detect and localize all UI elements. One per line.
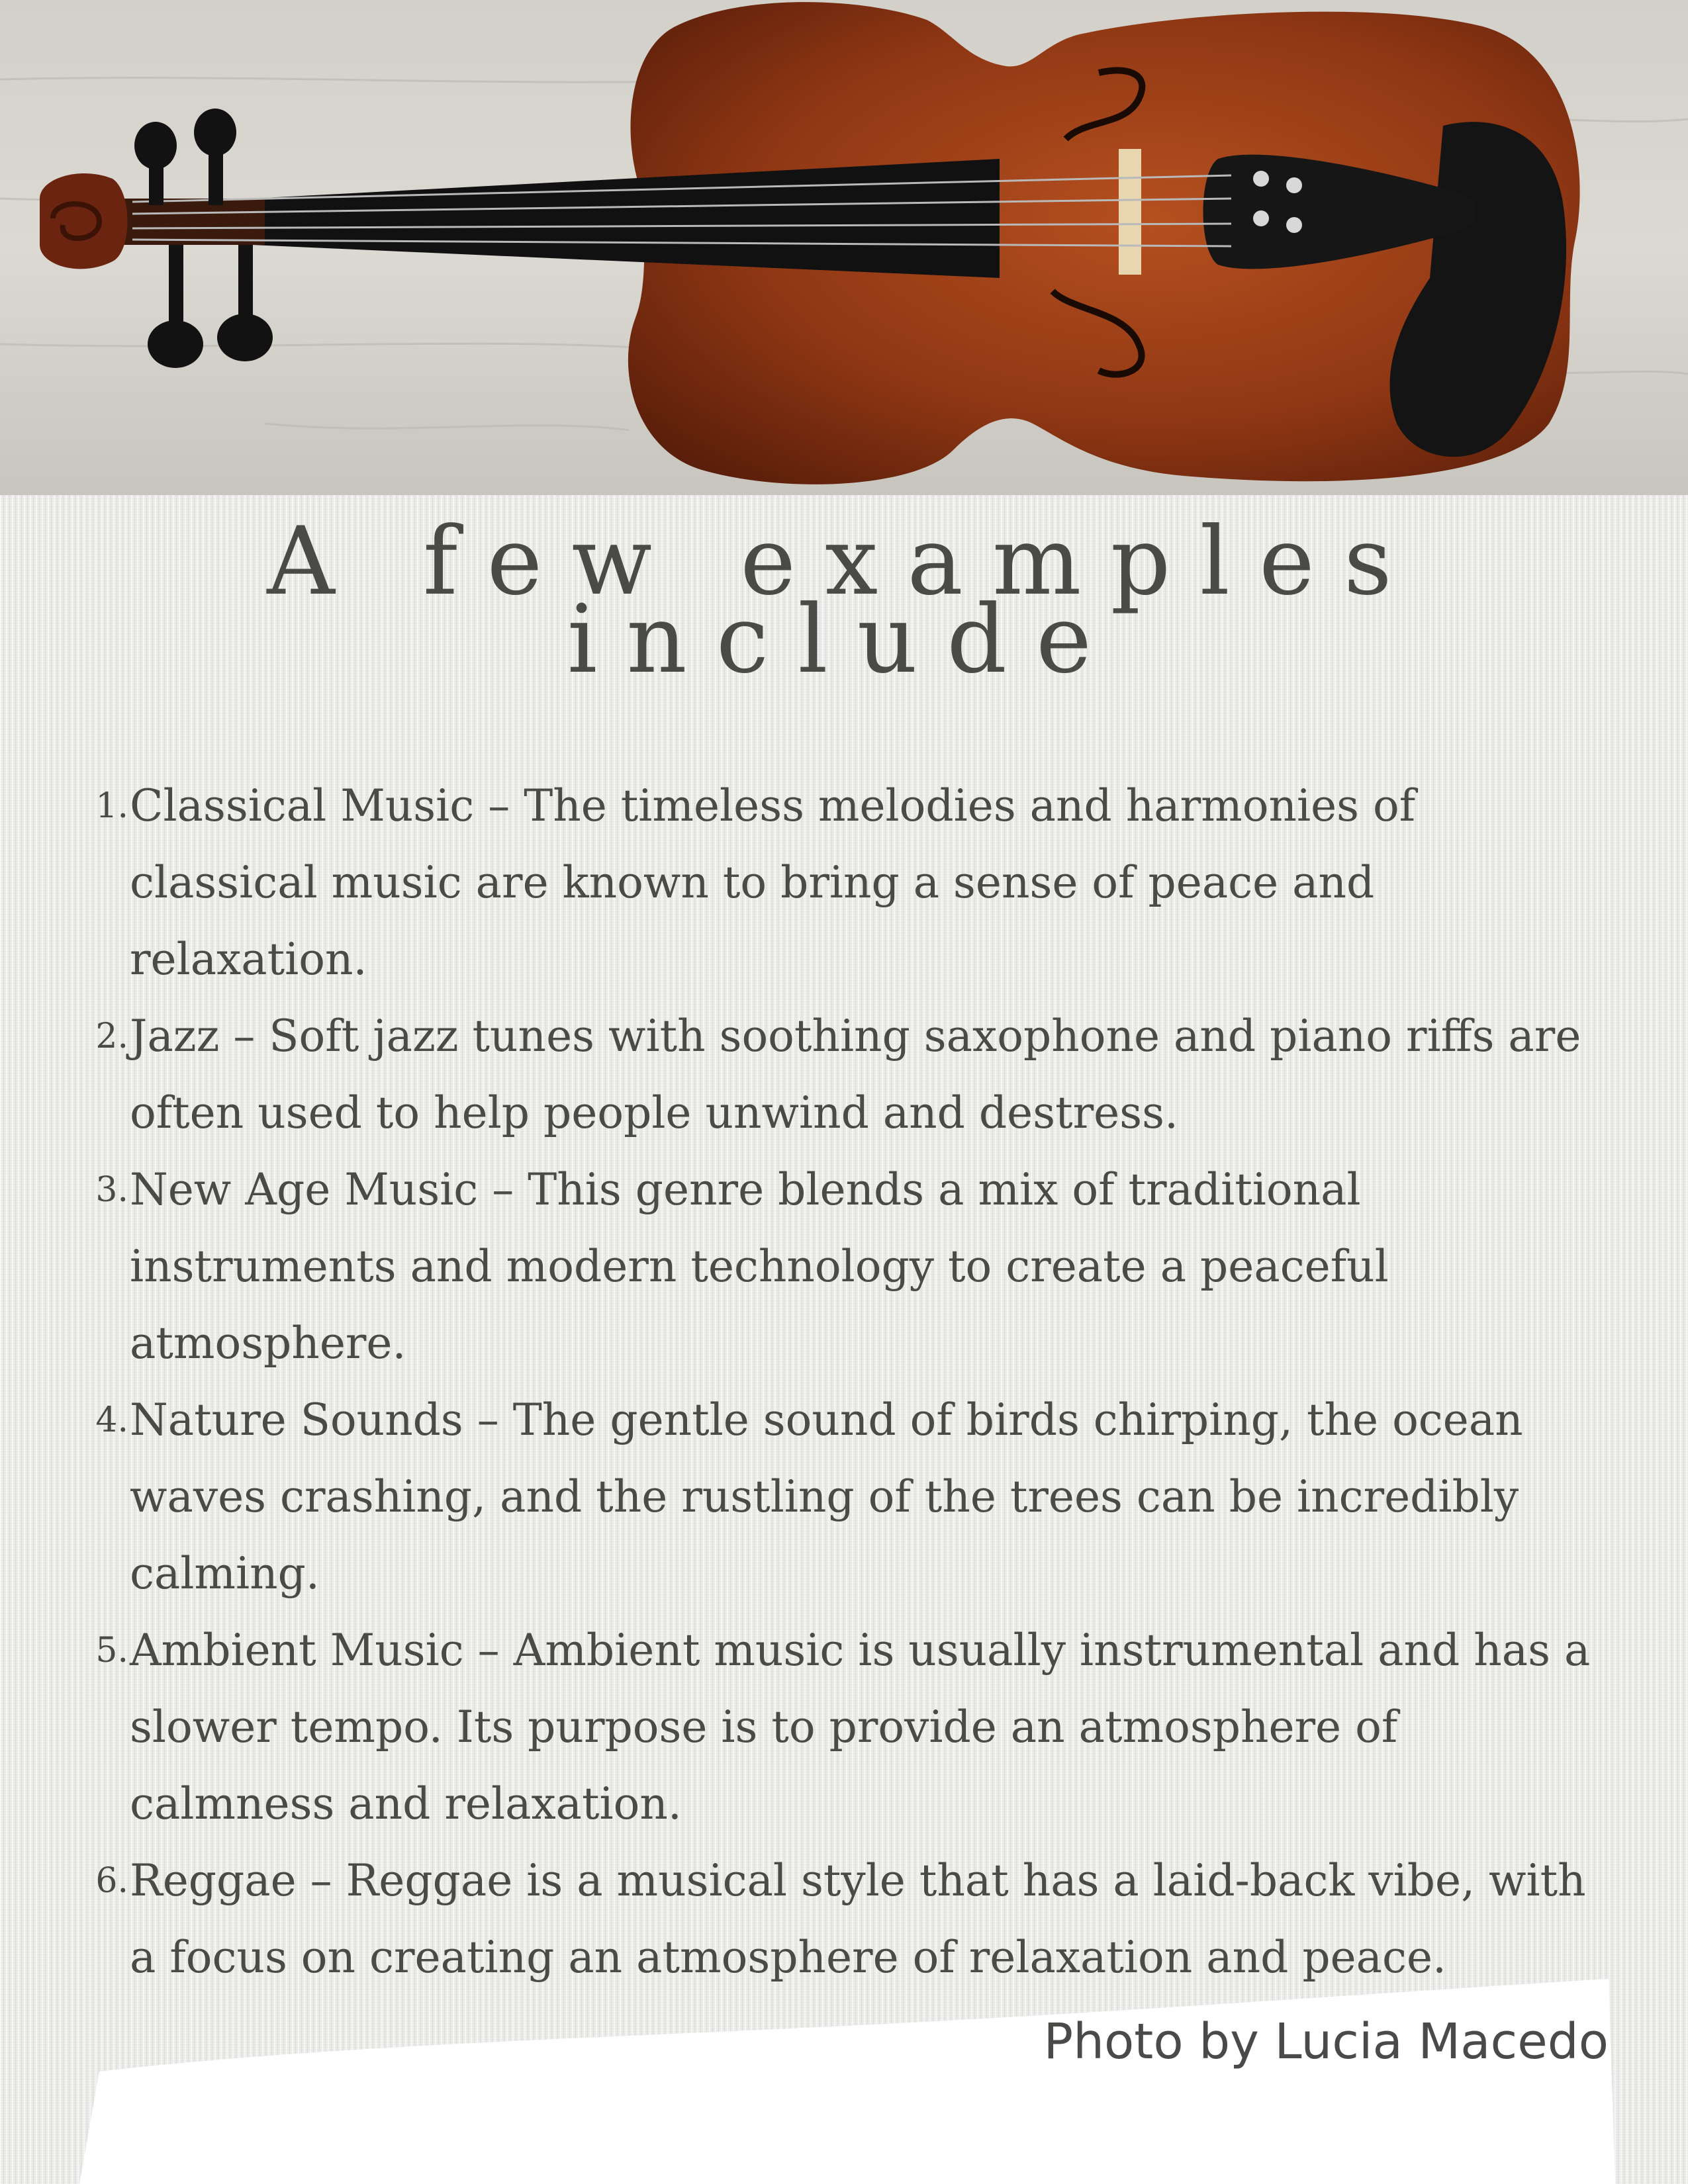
list-item-text: New Age Music – This genre blends a mix of traditional instruments and modern technology to create a peaceful atmosphere. bbox=[130, 1164, 1389, 1369]
list-item-number: 2. bbox=[95, 1017, 128, 1056]
examples-list bbox=[73, 768, 1615, 1996]
torn-paper-strip bbox=[0, 1959, 1688, 2184]
list-item bbox=[73, 1152, 1615, 1382]
list-item-text: Classical Music – The timeless melodies and harmonies of classical music are known to bring a sense of peace and relaxation. bbox=[130, 780, 1416, 985]
list-item-number: 1. bbox=[95, 786, 128, 826]
list-item-text: Jazz – Soft jazz tunes with soothing saxophone and piano riffs are often used to help people unwind and destress. bbox=[130, 1011, 1581, 1138]
list-item-number: 3. bbox=[95, 1170, 128, 1210]
list-item bbox=[73, 768, 1615, 998]
page-title-line-1: A few examples bbox=[267, 507, 1421, 616]
list-item-number: 5. bbox=[95, 1631, 128, 1670]
list-item bbox=[73, 1382, 1615, 1612]
list-item-number: 4. bbox=[95, 1400, 128, 1440]
list-item-text: Nature Sounds – The gentle sound of birds chirping, the ocean waves crashing, and the rustling of the trees can be incredibly calming. bbox=[130, 1394, 1523, 1599]
violin-photo bbox=[0, 0, 1688, 495]
list-item bbox=[73, 998, 1615, 1152]
page-title bbox=[0, 507, 1688, 694]
violin-icon bbox=[0, 0, 1688, 495]
list-item-number: 6. bbox=[95, 1861, 128, 1901]
photo-credit: Photo by Lucia Macedo bbox=[1043, 2013, 1609, 2070]
list-item-text: Reggae – Reggae is a musical style that has a laid-back vibe, with a focus on creating an atmosphere of relaxation and peace. bbox=[130, 1855, 1586, 1983]
list-item-text: Ambient Music – Ambient music is usually instrumental and has a slower tempo. Its purpose is to provide an atmosphere of calmness and relaxation. bbox=[130, 1625, 1591, 1829]
list-item bbox=[73, 1612, 1615, 1843]
page-title-line-2: include bbox=[567, 585, 1121, 694]
